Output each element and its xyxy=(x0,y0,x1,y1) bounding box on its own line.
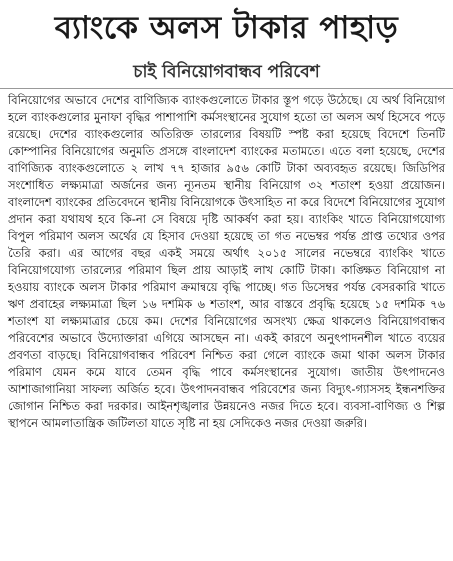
article-body xyxy=(8,92,445,432)
headline-divider xyxy=(0,88,453,89)
article-subheadline: চাই বিনিয়োগবান্ধব পরিবেশ xyxy=(133,62,320,82)
article-headline: ব্যাংকে অলস টাকার পাহাড় xyxy=(54,10,399,46)
article-paragraph: বিনিয়োগের অভাবে দেশের বাণিজ্যিক ব্যাংকগুলোতে টাকার স্তূপ গড়ে উঠেছে। যে অর্থ বিনিয়োগ হলে ব্যাংকগুলোর মুনাফা বৃদ্ধির পাশাপাশি কর্মসংস্থানের সুযোগ হতো তা অলস অর্থ হিসেবে পড়ে রয়েছে। দেশের ব্যাংকগুলোর অতিরিক্ত তারল্যের বিষয়টি স্পষ্ট করা হয়েছে বিদেশে তিনটি কোম্পানির বিনিয়োগের অনুমতি প্রসঙ্গে বাংলাদেশ ব্যাংকের মতামতে। এতে বলা হয়েছে, দেশের বাণিজ্যিক ব্যাংকগুলোতে ২ লাখ ৭৭ হাজার ৯৫৬ কোটি টাকা অব্যবহৃত রয়েছে। জিডিপির সংশোধিত লক্ষ্যমাত্রা অর্জনের জন্য ন্যূনতম স্থানীয় বিনিয়োগ ৩২ শতাংশ হওয়া প্রয়োজন। বাংলাদেশ ব্যাংকের প্রতিবেদনে স্থানীয় বিনিয়োগকে উৎসাহিত না করে বিদেশে বিনিয়োগের সুযোগ প্রদান করা যথাযথ হবে কি-না সে বিষয়ে দৃষ্টি আকর্ষণ করা হয়। ব্যাংকিং খাতে বিনিয়োগযোগ্য বিপুল পরিমাণ অলস অর্থের যে হিসাব দেওয়া হয়েছে তা গত নভেম্বর পর্যন্ত প্রাপ্ত তথ্যের ওপর তৈরি করা। এর আগের বছর একই সময়ে অর্থাৎ ২০১৫ সালের নভেম্বরে ব্যাংকিং খাতে বিনিয়োগযোগ্য তারল্যের পরিমাণ ছিল প্রায় আড়াই লাখ কোটি টাকা। কাঙ্ক্ষিত বিনিয়োগ না হওয়ায় ব্যাংকে অলস টাকার পরিমাণ ক্রমান্বয়ে বৃদ্ধি পাচ্ছে। গত ডিসেম্বর পর্যন্ত বেসরকারি খাতে ঋণ প্রবাহের লক্ষ্যমাত্রা ছিল ১৬ দশমিক ৬ শতাংশ, আর বাস্তবে প্রবৃদ্ধি হয়েছে ১৫ দশমিক ৭৬ শতাংশ যা লক্ষ্যমাত্রার চেয়ে কম। দেশের বিনিয়োগের অসংখ্য ক্ষেত্র থাকলেও বিনিয়োগবান্ধব পরিবেশের অভাবে উদ্যোক্তারা এগিয়ে আসছেন না। একই কারণে অনুৎপাদনশীল খাতে ব্যয়ের প্রবণতা বাড়ছে। বিনিয়োগবান্ধব পরিবেশ নিশ্চিত করা গেলে ব্যাংকে জমা থাকা অলস টাকার পরিমাণ যেমন কমে যাবে তেমন বৃদ্ধি পাবে কর্মসংস্থানের সুযোগ। জাতীয় উৎপাদনেও আশাজাগানিয়া সাফল্য অর্জিত হবে। উৎপাদনবান্ধব পরিবেশের জন্য বিদ্যুৎ-গ্যাসসহ ইন্ধনশক্তির জোগান নিশ্চিত করা দরকার। আইনশৃঙ্খলার উন্নয়নেও নজর দিতে হবে। ব্যবসা-বাণিজ্য ও শিল্প স্থাপনে আমলাতান্ত্রিক জটিলতা যাতে সৃষ্টি না হয় সেদিকেও নজর দেওয়া জরুরি। xyxy=(8,93,445,430)
